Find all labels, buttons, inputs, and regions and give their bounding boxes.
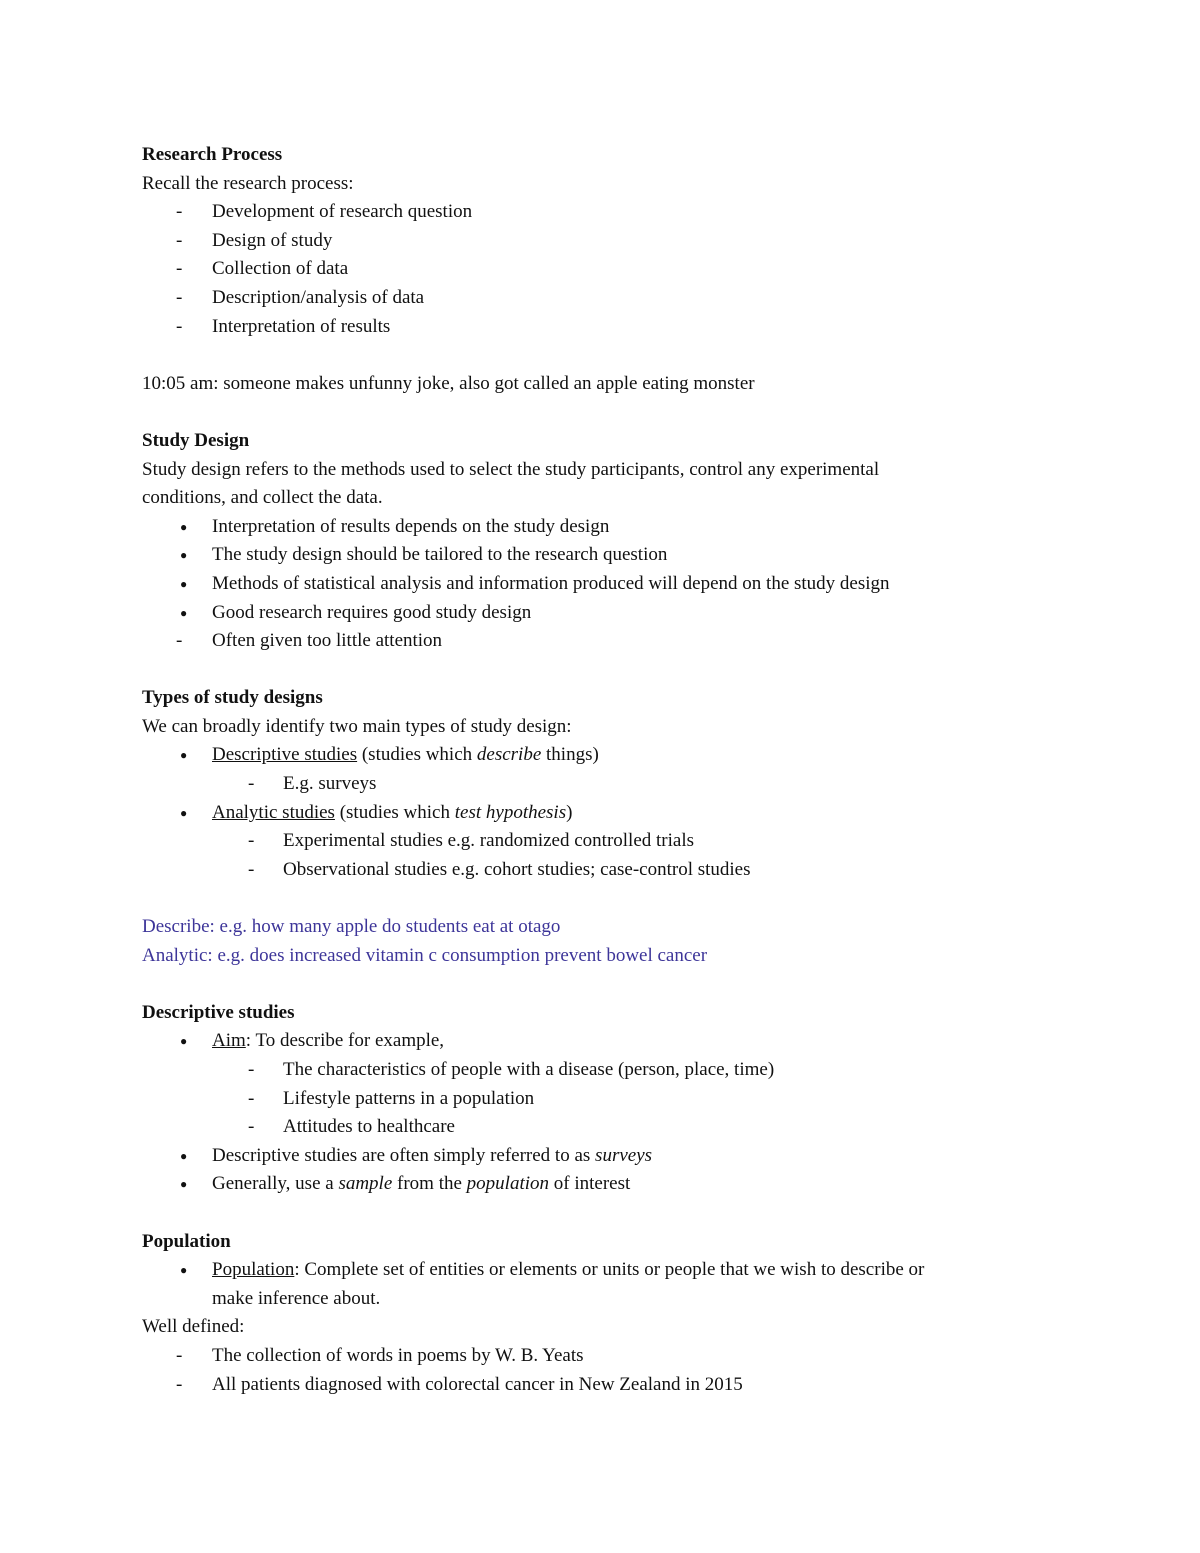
types-heading: Types of study designs bbox=[142, 687, 323, 709]
dash-marker: - bbox=[176, 286, 183, 308]
research-process-intro: Recall the research process: bbox=[142, 172, 354, 194]
list-item: - Interpretation of results bbox=[142, 313, 1042, 342]
population-heading: Population bbox=[142, 1230, 231, 1252]
spacer bbox=[142, 341, 1042, 370]
spacer bbox=[142, 970, 1042, 999]
list-item: ● The study design should be tailored to the research question bbox=[142, 541, 1042, 570]
sub-list-item: - E.g. surveys bbox=[142, 770, 1042, 799]
bullet-marker: ● bbox=[180, 1263, 188, 1278]
population-label: Population bbox=[212, 1259, 295, 1281]
population-continuation: make inference about. bbox=[212, 1287, 381, 1309]
spacer bbox=[142, 1199, 1042, 1228]
timestamp-note: 10:05 am: someone makes unfunny joke, also got called an apple eating monster bbox=[142, 372, 755, 394]
list-item-sample: ● Generally, use a sample from the population of interest bbox=[142, 1170, 1042, 1199]
study-design-intro-line2: conditions, and collect the data. bbox=[142, 487, 383, 509]
descriptive-label: Descriptive studies bbox=[212, 744, 358, 766]
dash-marker: - bbox=[176, 1344, 183, 1366]
dash-marker: - bbox=[176, 630, 183, 652]
sub-list-item: - Lifestyle patterns in a population bbox=[142, 1085, 1042, 1114]
dash-marker: - bbox=[176, 201, 183, 223]
bullet-marker: ● bbox=[180, 748, 188, 763]
bullet-marker: ● bbox=[180, 1177, 188, 1192]
list-item: - Development of research question bbox=[142, 198, 1042, 227]
dash-marker: - bbox=[248, 1087, 255, 1109]
list-item-descriptive: ● Descriptive studies (studies which describe things) bbox=[142, 741, 1042, 770]
list-item-analytic: ● Analytic studies (studies which test hypothesis) bbox=[142, 799, 1042, 828]
dash-marker: - bbox=[176, 258, 183, 280]
sub-list-item: - The characteristics of people with a disease (person, place, time) bbox=[142, 1056, 1042, 1085]
spacer bbox=[142, 398, 1042, 427]
aim-label: Aim bbox=[212, 1030, 246, 1052]
dash-marker: - bbox=[248, 1059, 255, 1080]
list-item: - Description/analysis of data bbox=[142, 284, 1042, 313]
study-design-heading: Study Design bbox=[142, 429, 250, 451]
list-item: - Design of study bbox=[142, 227, 1042, 256]
bullet-marker: ● bbox=[180, 605, 188, 620]
dash-marker: - bbox=[248, 858, 255, 880]
sub-list-item: - Experimental studies e.g. randomized controlled trials bbox=[142, 827, 1042, 856]
dash-marker: - bbox=[176, 1373, 183, 1395]
list-item: ● Methods of statistical analysis and information produced will depend on the study design bbox=[142, 570, 1042, 599]
study-design-intro-line1: Study design refers to the methods used to select the study participants, control any experimental bbox=[142, 458, 880, 480]
list-item-population: ● Population: Complete set of entities or elements or units or people that we wish to describe or bbox=[142, 1256, 1042, 1285]
dash-marker: - bbox=[176, 315, 183, 337]
example-describe: Describe: e.g. how many apple do students eat at otago bbox=[142, 916, 561, 938]
sub-list-item: - Attitudes to healthcare bbox=[142, 1113, 1042, 1142]
research-process-heading: Research Process bbox=[142, 144, 283, 165]
bullet-marker: ● bbox=[180, 548, 188, 563]
document-content bbox=[142, 141, 1042, 1399]
analytic-label: Analytic studies bbox=[212, 801, 335, 823]
bullet-marker: ● bbox=[180, 1034, 188, 1049]
descriptive-studies-heading: Descriptive studies bbox=[142, 1001, 295, 1023]
dash-marker: - bbox=[248, 1116, 255, 1138]
dash-marker: - bbox=[176, 229, 183, 251]
list-item: - The collection of words in poems by W. B. Yeats bbox=[142, 1342, 1042, 1371]
list-item-surveys: ● Descriptive studies are often simply referred to as surveys bbox=[142, 1142, 1042, 1171]
example-analytic: Analytic: e.g. does increased vitamin c consumption prevent bowel cancer bbox=[142, 944, 708, 966]
list-item: - Often given too little attention bbox=[142, 627, 1042, 656]
types-intro: We can broadly identify two main types of study design: bbox=[142, 715, 572, 737]
spacer bbox=[142, 884, 1042, 913]
spacer bbox=[142, 656, 1042, 685]
bullet-marker: ● bbox=[180, 519, 188, 534]
list-item: - All patients diagnosed with colorectal cancer in New Zealand in 2015 bbox=[142, 1371, 1042, 1400]
list-item: ● Good research requires good study design bbox=[142, 599, 1042, 628]
bullet-marker: ● bbox=[180, 805, 188, 820]
list-item: ● Interpretation of results depends on the study design bbox=[142, 513, 1042, 542]
list-item-aim: ● Aim: To describe for example, bbox=[142, 1027, 1042, 1056]
list-item: - Collection of data bbox=[142, 255, 1042, 284]
well-defined-label: Well defined: bbox=[142, 1316, 245, 1338]
bullet-marker: ● bbox=[180, 576, 188, 591]
dash-marker: - bbox=[248, 830, 255, 852]
dash-marker: - bbox=[248, 773, 255, 795]
bullet-marker: ● bbox=[180, 1148, 188, 1163]
sub-list-item: - Observational studies e.g. cohort studies; case-control studies bbox=[142, 856, 1042, 885]
